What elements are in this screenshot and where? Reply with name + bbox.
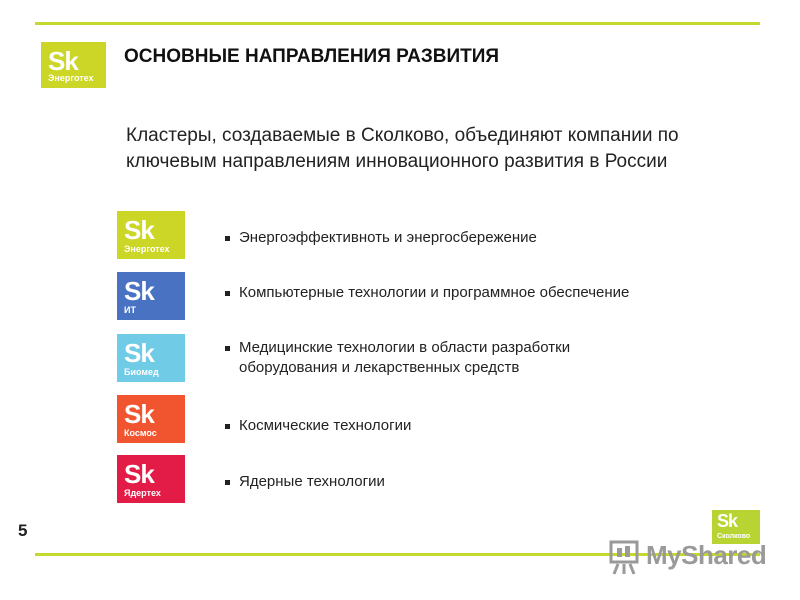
- cluster-text: [239, 338, 570, 378]
- subtitle-line: Кластеры, создаваемые в Сколково, объединяют компании по: [126, 125, 679, 146]
- bullet-marker: [225, 424, 230, 429]
- cluster-text: Компьютерные технологии и программное обеспечение: [239, 284, 630, 301]
- page-title: ОСНОВНЫЕ НАПРАВЛЕНИЯ РАЗВИТИЯ: [124, 46, 500, 67]
- cluster-logo-it: [117, 272, 185, 320]
- logo-label: Сколково: [717, 533, 751, 540]
- subtitle-line: ключевым направлениям инновационного развития в России: [126, 151, 668, 172]
- page-number: 5: [18, 521, 28, 540]
- logo-mark: Sk: [124, 459, 154, 489]
- logo-label: ИТ: [124, 305, 136, 315]
- top-rule: [35, 22, 760, 25]
- cluster-logo-biomed: [117, 334, 185, 382]
- cluster-logo-yadertech: [117, 455, 185, 503]
- watermark: [608, 536, 768, 576]
- cluster-text-line: оборудования и лекарственных средств: [239, 359, 520, 376]
- logo-mark: Sk: [124, 215, 154, 245]
- logo-label: Космос: [124, 428, 157, 438]
- logo-mark: Sk: [124, 399, 154, 429]
- bullet-marker: [225, 346, 230, 351]
- logo-mark: Sk: [124, 338, 154, 368]
- cluster-logo-kosmos: [117, 395, 185, 443]
- presentation-icon: [608, 538, 642, 578]
- logo-mark: Sk: [717, 511, 738, 531]
- header-logo: [41, 42, 106, 88]
- logo-mark: Sk: [48, 46, 78, 76]
- logo-label: Энерготех: [124, 244, 170, 254]
- logo-label: Биомед: [124, 367, 159, 377]
- logo-label: Энерготех: [48, 73, 94, 83]
- cluster-text-line: Медицинские технологии в области разработки: [239, 339, 571, 356]
- cluster-text: Энергоэффективноть и энергосбережение: [239, 229, 537, 246]
- logo-label: Ядертех: [124, 488, 161, 498]
- bullet-marker: [225, 291, 230, 296]
- cluster-text: Ядерные технологии: [239, 473, 385, 490]
- cluster-logo-energotech: [117, 211, 185, 259]
- cluster-text: Космические технологии: [239, 417, 412, 434]
- subtitle: [126, 123, 766, 175]
- bullet-marker: [225, 236, 230, 241]
- logo-mark: Sk: [124, 276, 154, 306]
- watermark-text: MyShared: [646, 540, 767, 570]
- bullet-marker: [225, 480, 230, 485]
